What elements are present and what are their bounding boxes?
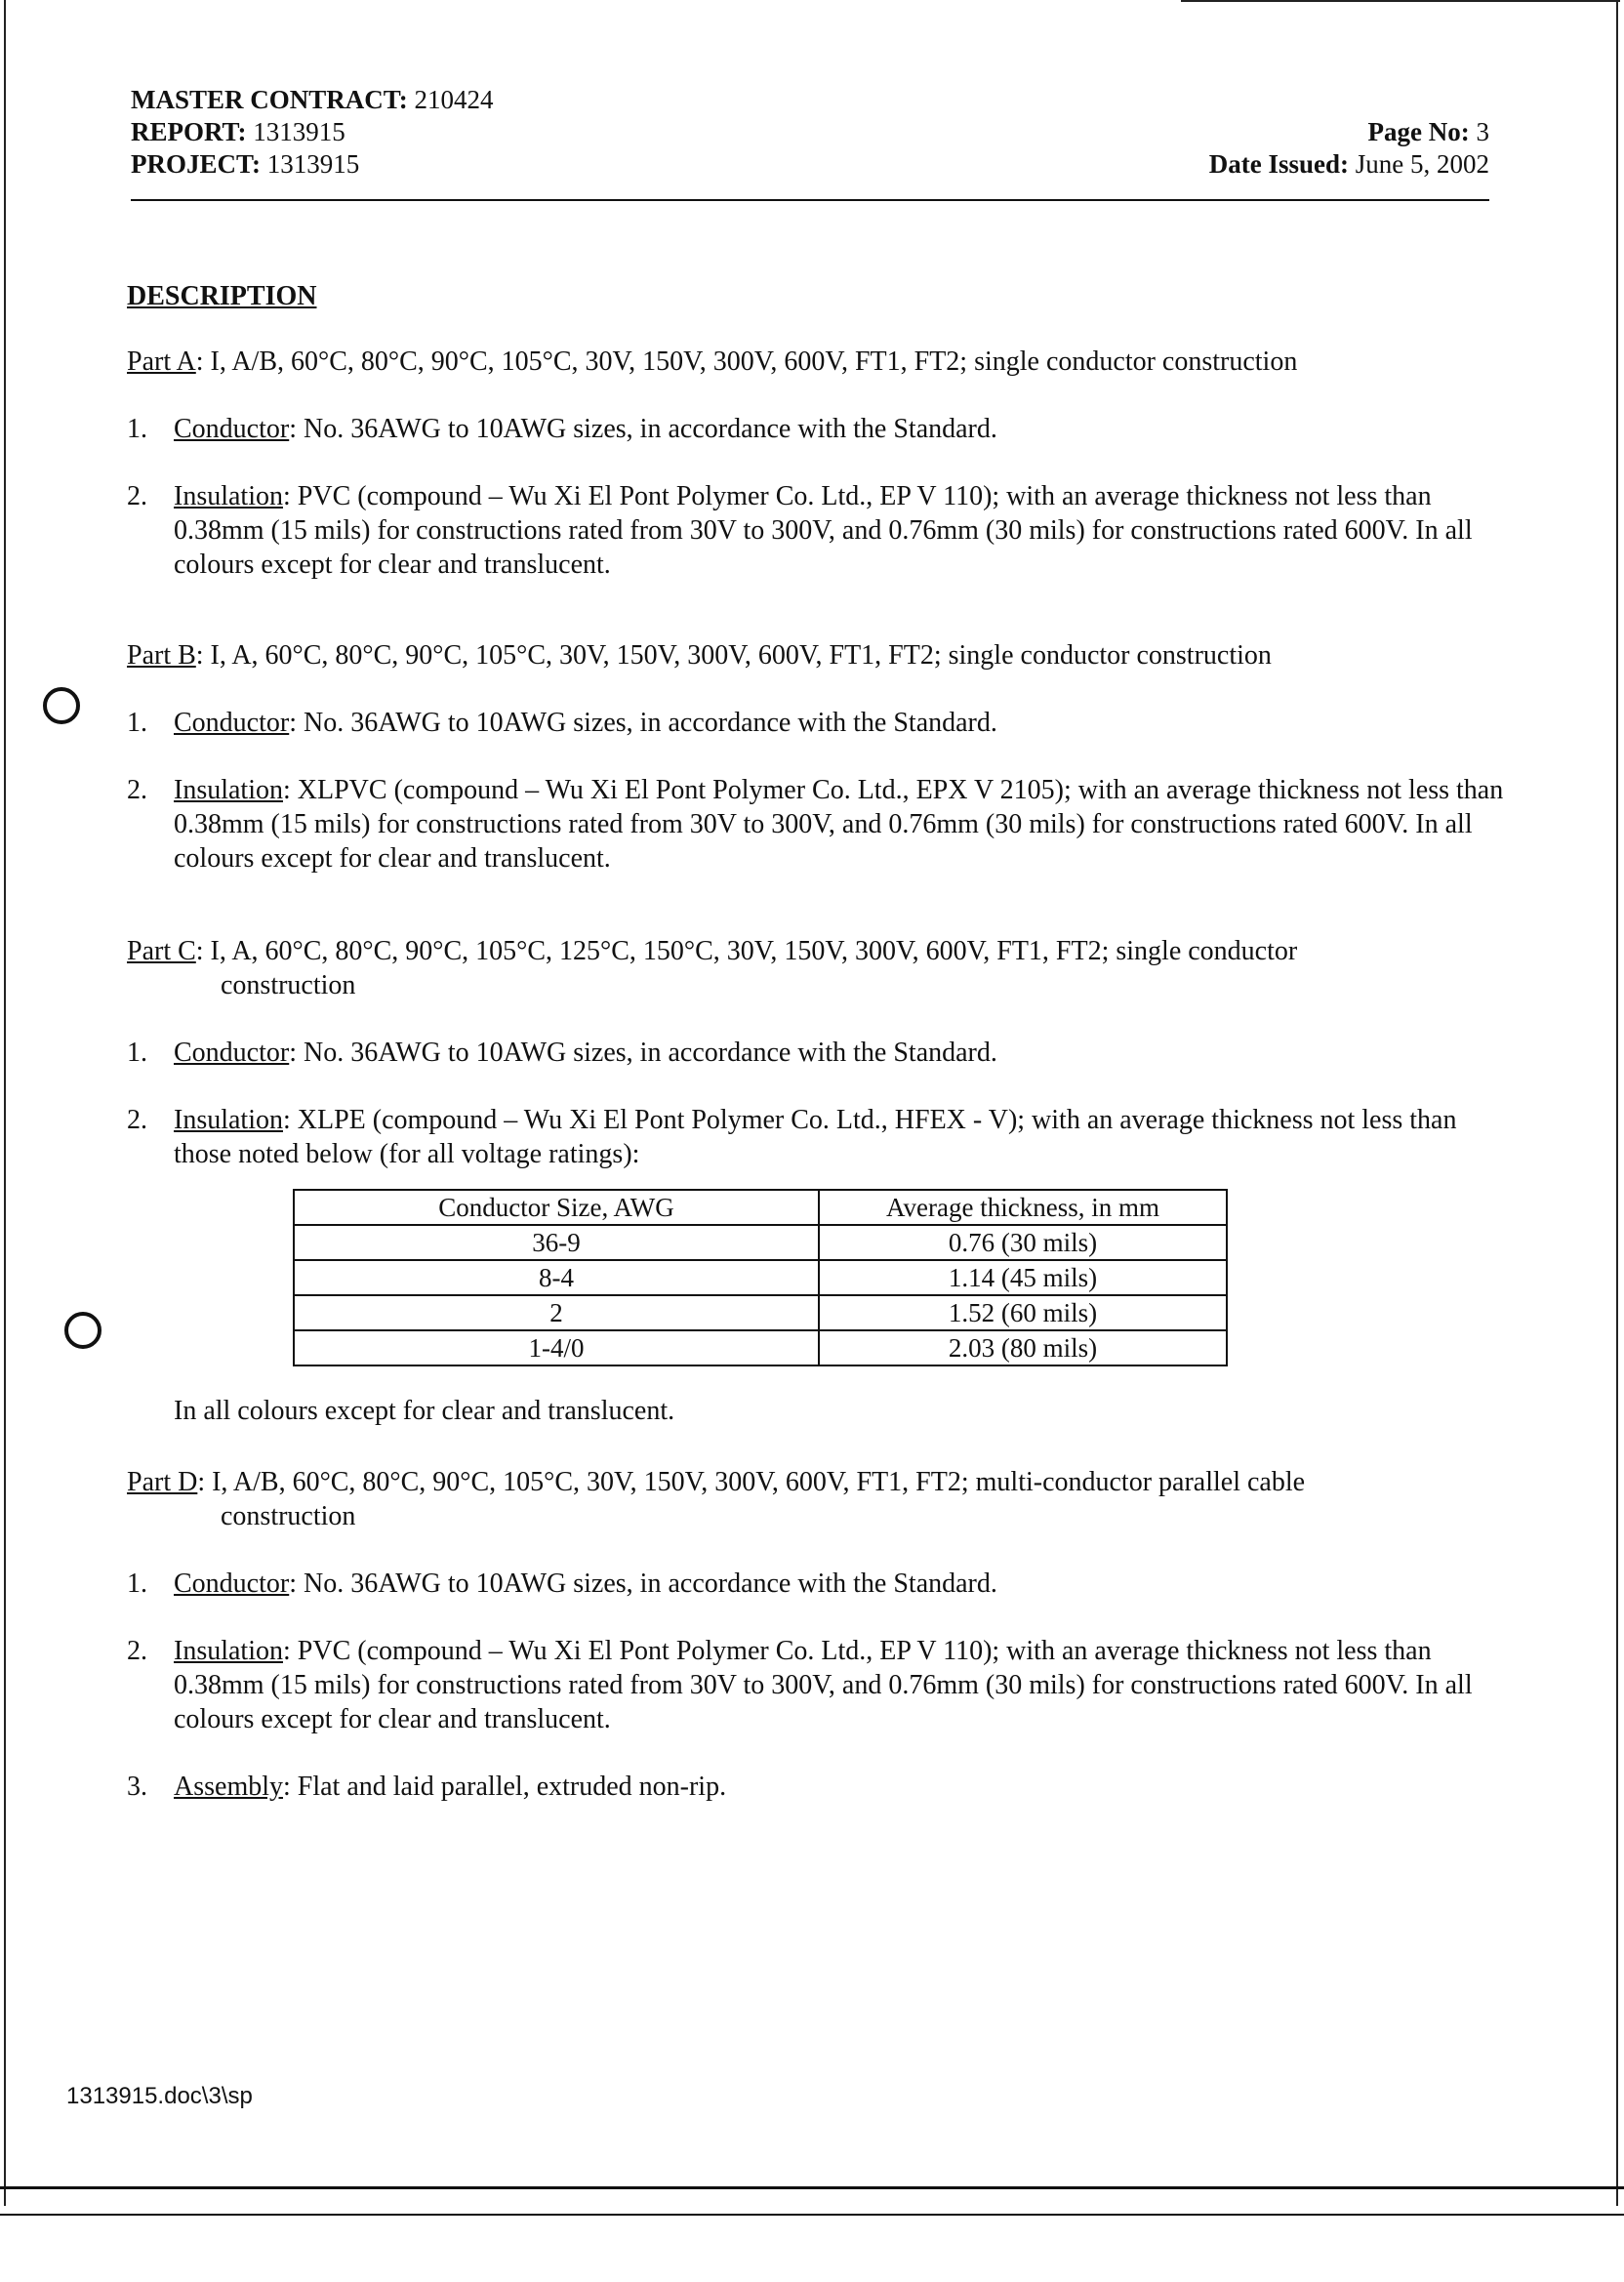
item-body <box>174 773 1513 876</box>
item-number: 1. <box>127 1569 147 1599</box>
part-d-label: Part D <box>127 1467 198 1497</box>
part-a-label: Part A <box>127 346 196 377</box>
part-b-text: : I, A, 60°C, 80°C, 90°C, 105°C, 30V, 150V, 300V, 600V, FT1, FT2; single conductor construction <box>195 640 1272 671</box>
table-row <box>294 1260 1227 1295</box>
item-number: 1. <box>127 708 147 738</box>
part-a-text: : I, A/B, 60°C, 80°C, 90°C, 105°C, 30V, 150V, 300V, 600V, FT1, FT2; single conductor construction <box>195 346 1298 377</box>
master-contract-value: 210424 <box>414 85 494 114</box>
table-cell-size: 36-9 <box>294 1225 819 1260</box>
part-a <box>127 345 1513 582</box>
item-number: 3. <box>127 1772 147 1802</box>
part-c-item-2 <box>127 1103 1513 1171</box>
description-section <box>127 279 1513 1804</box>
item-text: : Flat and laid parallel, extruded non-rip. <box>283 1772 727 1802</box>
item-text: : XLPE (compound – Wu Xi El Pont Polymer Co. Ltd., HFEX - V); with an average thickness not less than those noted below (for all voltage ratings): <box>174 1105 1457 1169</box>
part-c-heading <box>127 934 1513 968</box>
project <box>131 148 359 181</box>
project-value: 1313915 <box>266 149 360 179</box>
page-value: 3 <box>1476 117 1489 146</box>
part-b-item-1 <box>127 706 1513 740</box>
table-cell-thickness: 1.52 (60 mils) <box>819 1295 1227 1330</box>
item-text: : PVC (compound – Wu Xi El Pont Polymer Co. Ltd., EP V 110); with an average thickness not less than 0.38mm (15 mils) for constructions rated from 30V to 300V, and 0.76mm (30 mils) for constructions rated 600V. In all colours except for clear and translucent. <box>174 481 1473 580</box>
item-text: : No. 36AWG to 10AWG sizes, in accordance with the Standard. <box>289 708 997 738</box>
table-row <box>294 1330 1227 1365</box>
item-label: Insulation <box>174 1636 283 1666</box>
item-number: 2. <box>127 1105 147 1135</box>
part-a-item-2 <box>127 479 1513 582</box>
table-row <box>294 1295 1227 1330</box>
report-label: REPORT: <box>131 117 247 146</box>
part-c-heading-cont: construction <box>221 970 356 1000</box>
part-c-colours-note: In all colours except for clear and translucent. <box>174 1396 675 1426</box>
header-rule <box>131 199 1489 201</box>
part-b <box>127 638 1513 876</box>
master-contract-label: MASTER CONTRACT: <box>131 85 408 114</box>
item-label: Assembly <box>174 1772 283 1802</box>
table-row <box>294 1225 1227 1260</box>
project-label: PROJECT: <box>131 149 261 179</box>
part-b-label: Part B <box>127 640 196 671</box>
part-b-item-2 <box>127 773 1513 876</box>
item-text: : No. 36AWG to 10AWG sizes, in accordance with the Standard. <box>289 414 997 444</box>
item-text: : XLPVC (compound – Wu Xi El Pont Polymer Co. Ltd., EPX V 2105); with an average thickness not less than 0.38mm (15 mils) for constructions rated from 30V to 300V, and 0.76mm (30 mils) for constructions rated 600V. In all colours except for clear and translucent. <box>174 775 1504 874</box>
item-label: Insulation <box>174 1105 283 1135</box>
item-label: Conductor <box>174 1038 290 1068</box>
part-c-label: Part C <box>127 936 196 966</box>
item-label: Insulation <box>174 481 283 511</box>
page-number <box>1368 116 1489 148</box>
item-body <box>174 412 1513 446</box>
item-label: Conductor <box>174 414 290 444</box>
scan-left-edge <box>4 0 6 2206</box>
item-body <box>174 479 1513 582</box>
report-value: 1313915 <box>253 117 345 146</box>
document-header <box>131 84 1489 181</box>
bottom-rule-1 <box>0 2186 1624 2189</box>
table-header-average-thickness: Average thickness, in mm <box>819 1190 1227 1225</box>
item-label: Conductor <box>174 708 290 738</box>
date-issued <box>1209 148 1489 181</box>
master-contract <box>131 84 494 116</box>
item-text: : No. 36AWG to 10AWG sizes, in accordance with the Standard. <box>289 1038 997 1068</box>
item-body <box>174 706 1513 740</box>
file-reference: 1313915.doc\3\sp <box>66 2083 253 2109</box>
item-number: 2. <box>127 481 147 511</box>
table-cell-size: 2 <box>294 1295 819 1330</box>
item-text: : No. 36AWG to 10AWG sizes, in accordance with the Standard. <box>289 1569 997 1599</box>
item-label: Conductor <box>174 1569 290 1599</box>
item-number: 1. <box>127 1038 147 1068</box>
bottom-rule-2 <box>0 2214 1624 2216</box>
item-body <box>174 1567 1513 1601</box>
table-cell-thickness: 0.76 (30 mils) <box>819 1225 1227 1260</box>
table-cell-size: 8-4 <box>294 1260 819 1295</box>
item-number: 2. <box>127 1636 147 1666</box>
table-header-conductor-size: Conductor Size, AWG <box>294 1190 819 1225</box>
date-label: Date Issued: <box>1208 149 1349 179</box>
part-d-heading <box>127 1465 1513 1499</box>
page-label: Page No: <box>1367 117 1470 146</box>
part-c <box>127 934 1513 1428</box>
part-c-text: : I, A, 60°C, 80°C, 90°C, 105°C, 125°C, 150°C, 30V, 150V, 300V, 600V, FT1, FT2; single conductor <box>195 936 1298 966</box>
header-row-3 <box>131 148 1489 181</box>
table-cell-thickness: 2.03 (80 mils) <box>819 1330 1227 1365</box>
punch-hole-upper <box>43 687 80 724</box>
item-number: 1. <box>127 414 147 444</box>
punch-hole-lower <box>64 1312 102 1349</box>
part-d-item-3 <box>127 1770 1513 1804</box>
table-cell-size: 1-4/0 <box>294 1330 819 1365</box>
item-body <box>174 1770 1513 1804</box>
item-body <box>174 1103 1513 1171</box>
part-d-item-1 <box>127 1567 1513 1601</box>
table-header-row <box>294 1190 1227 1225</box>
part-d-text: : I, A/B, 60°C, 80°C, 90°C, 105°C, 30V, 150V, 300V, 600V, FT1, FT2; multi-conductor parallel cable <box>197 1467 1306 1497</box>
scan-top-edge <box>1181 0 1620 2</box>
header-row-2 <box>131 116 1489 148</box>
part-c-item-1 <box>127 1036 1513 1070</box>
table-cell-thickness: 1.14 (45 mils) <box>819 1260 1227 1295</box>
thickness-table <box>293 1189 1228 1366</box>
section-title: DESCRIPTION <box>127 281 317 311</box>
part-d <box>127 1465 1513 1804</box>
part-d-heading-cont: construction <box>221 1501 356 1531</box>
report <box>131 116 345 148</box>
date-value: June 5, 2002 <box>1355 149 1489 179</box>
part-b-heading <box>127 638 1513 672</box>
item-label: Insulation <box>174 775 283 805</box>
part-d-item-2 <box>127 1634 1513 1736</box>
header-row-1 <box>131 84 1489 116</box>
part-a-heading <box>127 345 1513 379</box>
item-text: : PVC (compound – Wu Xi El Pont Polymer Co. Ltd., EP V 110); with an average thickness not less than 0.38mm (15 mils) for constructions rated from 30V to 300V, and 0.76mm (30 mils) for constructions rated 600V. In all colours except for clear and translucent. <box>174 1636 1473 1734</box>
item-body <box>174 1634 1513 1736</box>
item-body <box>174 1036 1513 1070</box>
scan-right-edge <box>1616 0 1618 2206</box>
part-a-item-1 <box>127 412 1513 446</box>
item-number: 2. <box>127 775 147 805</box>
